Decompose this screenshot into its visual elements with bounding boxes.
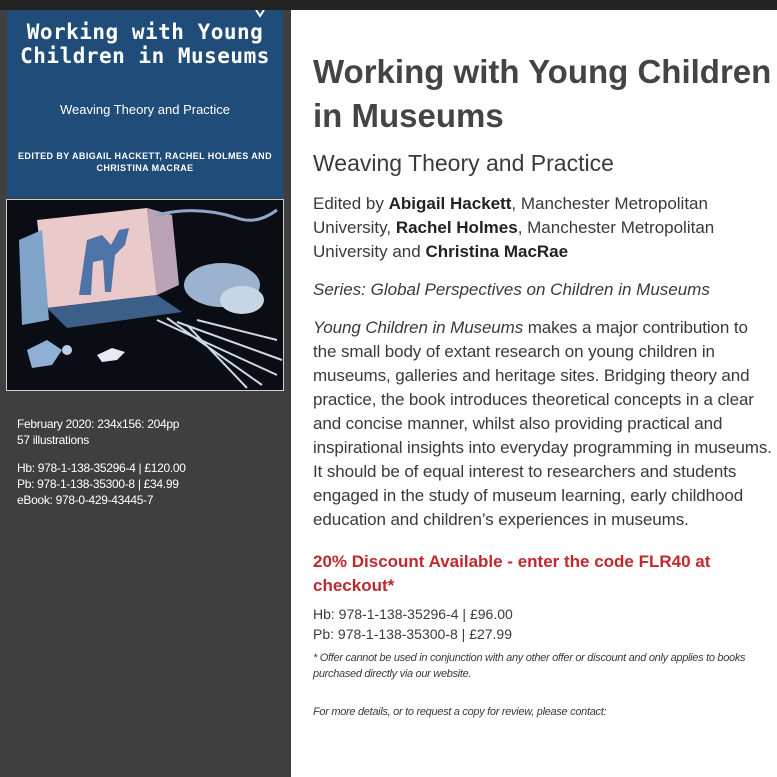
- top-bar: [0, 0, 777, 10]
- book-title: Working with Young Children in Museums: [313, 53, 772, 134]
- paperback-price: Pb: 978-1-138-35300-8 | £34.99: [17, 477, 179, 491]
- editor-name: Christina MacRae: [425, 242, 569, 261]
- editor-name: Rachel Holmes: [395, 218, 518, 237]
- offer-note: * Offer cannot be used in conjunction with any other offer or discount and only applies to books purchased directly via our website.: [313, 652, 746, 680]
- publication-details: [17, 416, 277, 508]
- cover-editors: EDITED BY ABIGAIL HACKETT, RACHEL HOLMES AND CHRISTINA MACRAE: [18, 151, 272, 173]
- editor-affiliation: , Manchester Metropolitan University and: [313, 218, 715, 261]
- cover-subtitle: Weaving Theory and Practice: [59, 102, 231, 117]
- ebook-isbn: eBook: 978-0-429-43445-7: [17, 493, 154, 507]
- series-line: Series: Global Perspectives on Children in Museums: [313, 280, 710, 299]
- book-info: [313, 50, 773, 720]
- illustrations-count: 57 illustrations: [17, 433, 89, 447]
- publication-line: February 2020: 234x156: 204pp: [17, 417, 180, 431]
- cover-photo-illustration: [7, 200, 283, 390]
- hardback-price: Hb: 978-1-138-35296-4 | £120.00: [17, 461, 186, 475]
- book-subtitle: Weaving Theory and Practice: [313, 150, 614, 176]
- book-cover: [7, 10, 283, 198]
- description-title: Young Children in Museums: [313, 318, 524, 337]
- book-description: [313, 316, 773, 532]
- editor-name: Abigail Hackett: [388, 194, 512, 213]
- editors-line: [313, 192, 773, 264]
- editor-affiliation: , Manchester Metropolitan University,: [313, 194, 708, 237]
- discount-headline: 20% Discount Available - enter the code FLR40 at checkout*: [313, 552, 711, 595]
- discount-paperback-price: Pb: 978-1-138-35300-8 | £27.99: [313, 626, 513, 642]
- cover-title: Working with Young Children in Museums: [20, 20, 270, 68]
- cover-photo: [7, 200, 283, 390]
- discount-prices: [313, 604, 773, 644]
- editors-prefix: Edited by: [313, 194, 389, 213]
- description-text: makes a major contribution to the small body of extant research on young children in museums, galleries and heritage sites. Bridging theory and practice, the book introduces theoretical concepts in a clear and concise manner, whilst also providing practical and inspirational insights into everyday programming in museums. It should be of equal interest to researchers and students engaged in the study of museum learning, early childhood education and children’s experiences in museums.: [313, 318, 772, 529]
- publisher-logo-icon: [255, 10, 265, 20]
- contact-line: For more details, or to request a copy for review, please contact:: [313, 706, 607, 718]
- discount-hardback-price: Hb: 978-1-138-35296-4 | £96.00: [313, 606, 513, 622]
